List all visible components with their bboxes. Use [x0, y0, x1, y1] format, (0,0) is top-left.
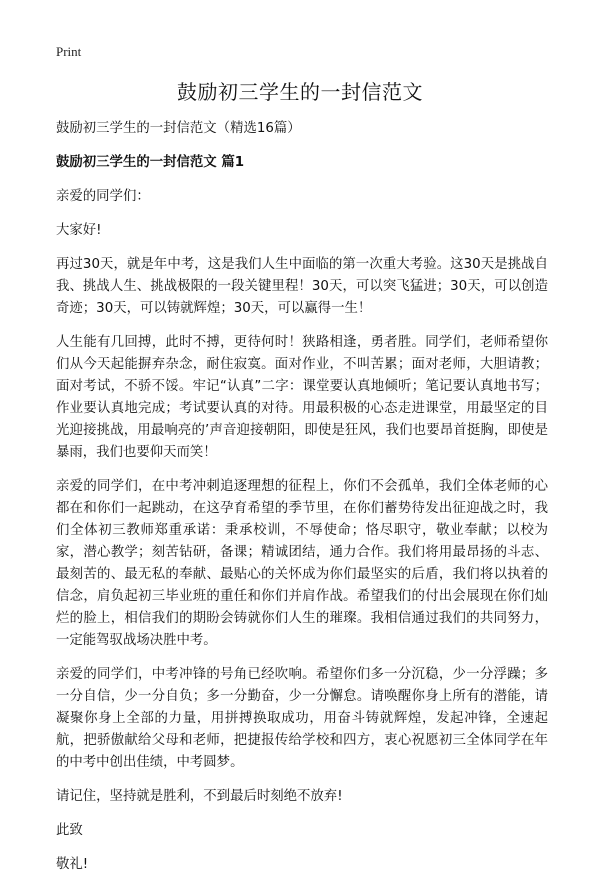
- letter-content: [56, 118, 548, 888]
- section-heading: 鼓励初三学生的一封信范文 篇1: [56, 155, 245, 170]
- page-title: 鼓励初三学生的一封信范文: [177, 80, 423, 104]
- closing-line: 敬礼!: [56, 857, 89, 872]
- greeting: 大家好!: [56, 223, 102, 238]
- paragraph: 再过30天，就是年中考，这是我们人生中面临的第一次重大考验。这30天是挑战自我、挑战人生、挑战极限的一段关键里程！30天，可以突飞猛进；30天，可以创造奇迹；30天，可以铸就辉煌；30天，可以赢得一生！: [56, 257, 548, 316]
- paragraph: 亲爱的同学们，中考冲锋的号角已经吹响。希望你们多一分沉稳，少一分浮躁；多一分自信，少一分自负；多一分勤奋，少一分懈怠。请唤醒你身上所有的潜能，请凝聚你身上全部的力量，用拼搏换取成功，用奋斗铸就辉煌，发起冲锋，全速起航，把骄傲献给父母和老师，把捷报传给学校和四方，衷心祝愿初三全体同学在年的中考中创出佳绩，中考圆梦。: [56, 667, 548, 770]
- paragraph: 人生能有几回搏，此时不搏，更待何时！狭路相逢，勇者胜。同学们，老师希望你们从今天起能摒弃杂念，耐住寂寞。面对作业，不叫苦累；面对老师，大胆请教；面对考试，不骄不馁。牢记“认真”二字：课堂要认真地倾听；笔记要认真地书写；作业要认真地完成；考试要认真的对待。用最积极的心态走进课堂，用最坚定的目光迎接挑战，用最响亮的’声音迎接朝阳，即使是狂风，我们也要昂首挺胸，即使是暴雨，我们也要仰天而笑！: [56, 335, 548, 460]
- print-link[interactable]: Print: [56, 44, 82, 59]
- closing-line: 此致: [56, 823, 83, 838]
- paragraph: 亲爱的同学们，在中考冲刺追逐理想的征程上，你们不会孤单，我们全体老师的心都在和你们一起跳动，在这孕育希望的季节里，在你们蓄势待发出征迎战之时，我们全体初三教师郑重承诺：秉承校训，不辱使命；恪尽职守，敬业奉献；以校为家，潜心教学；刻苦钻研，备课；精诚团结，通力合作。我们将用最昂扬的斗志、最刻苦的、最无私的奉献、最贴心的关怀成为你们最坚实的后盾，我们将以执着的信念，肩负起初三毕业班的重任和你们并肩作战。希望我们的付出会展现在你们灿烂的脸上，相信我们的期盼会铸就你们人生的璀璨。我相信通过我们的共同努力，一定能驾驭战场决胜中考。: [56, 479, 548, 648]
- paragraph: 请记住，坚持就是胜利，不到最后时刻绝不放弃!: [56, 789, 343, 804]
- subtitle: 鼓励初三学生的一封信范文（精选16篇）: [56, 121, 301, 136]
- salutation: 亲爱的同学们：: [56, 189, 150, 204]
